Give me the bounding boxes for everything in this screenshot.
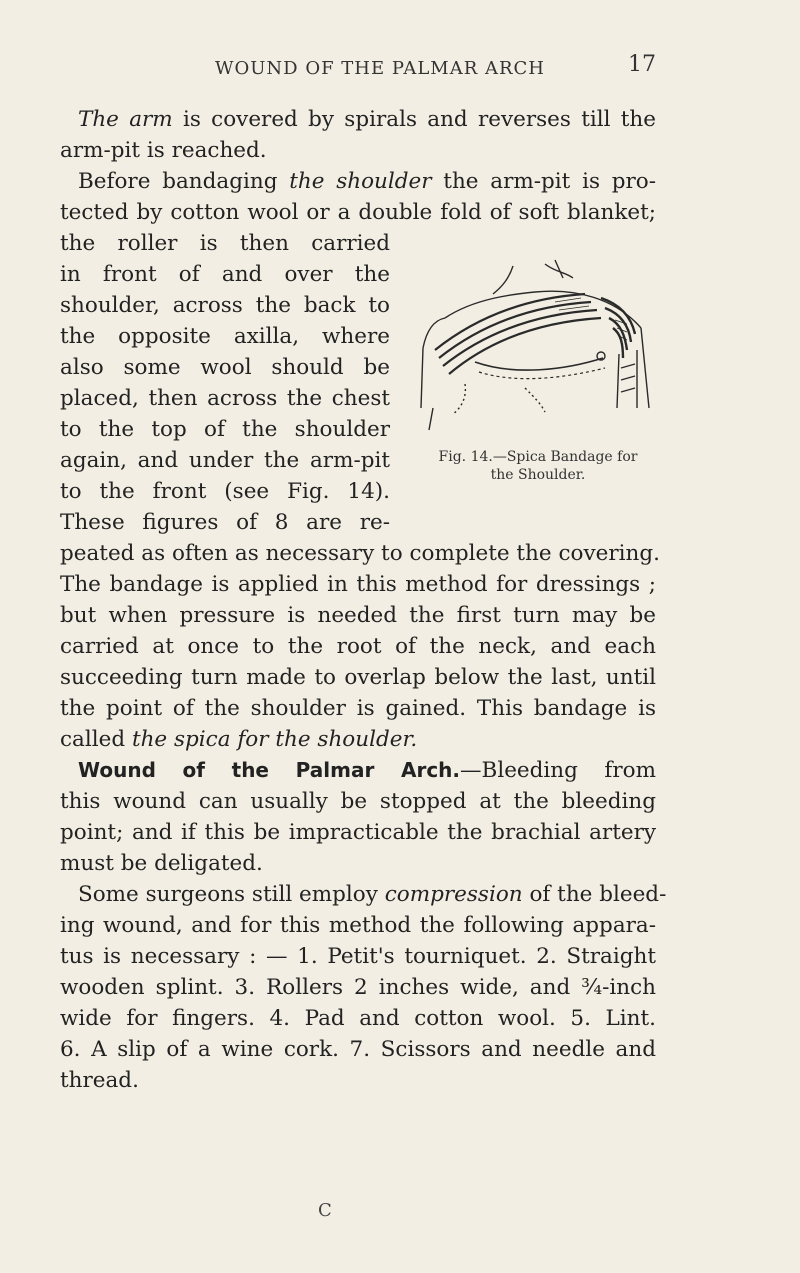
text-line: tus is necessary : — 1. Petit's tourniquet. 2. Straight [60,944,656,969]
page-number: 17 [628,52,656,77]
text-line: point; and if this be impracticable the brachial artery [60,820,656,845]
text-line: shoulder, across the back to [60,293,390,318]
text-line: Wound of the Palmar Arch.—Bleeding from [78,758,656,783]
text-line: The arm is covered by spirals and reverses till the [78,107,656,132]
text-line: wooden splint. 3. Rollers 2 inches wide, and ¾-inch [60,975,656,1000]
text-line: in front of and over the [60,262,390,287]
text-line: Before bandaging the shoulder the arm-pit is pro- [78,169,657,194]
text-line: These figures of 8 are re- [60,510,390,535]
text-line: also some wool should be [60,355,390,380]
text-line: the opposite axilla, where [60,324,390,349]
text-line: the roller is then carried [60,231,390,256]
text-line: carried at once to the root of the neck, and each [60,634,656,659]
text-line: ing wound, and for this method the following appara- [60,913,656,938]
text-line: but when pressure is needed the first turn may be [60,603,656,628]
text-line: tected by cotton wool or a double fold of soft blanket; [60,200,656,225]
text-line: this wound can usually be stopped at the bleeding [60,789,656,814]
text-line: called the spica for the shoulder. [60,727,418,752]
text-line: again, and under the arm-pit [60,448,390,473]
body-text [60,104,667,1096]
text-line: thread. [60,1068,139,1093]
text-line: the point of the shoulder is gained. This bandage is [60,696,656,721]
figure-caption: Fig. 14.—Spica Bandage for the Shoulder. [438,449,638,483]
text-line: must be deligated. [60,851,263,876]
shoulder-spica-bandage-illustration [405,258,655,438]
text-line: Some surgeons still employ compression of the bleed- [78,882,667,907]
text-line: succeeding turn made to overlap below the last, until [60,665,656,690]
signature-mark: C [318,1200,332,1221]
text-line: The bandage is applied in this method for dressings ; [60,572,656,597]
text-line: arm-pit is reached. [60,138,267,163]
text-line: wide for fingers. 4. Pad and cotton wool. 5. Lint. [60,1006,656,1031]
figure-14 [405,258,655,484]
text-line: to the top of the shoulder [60,417,390,442]
section-heading: Wound of the Palmar Arch. [78,758,461,782]
text-line: peated as often as necessary to complete the covering. [60,541,660,566]
text-line: to the front (see Fig. 14). [60,479,390,504]
text-line: 6. A slip of a wine cork. 7. Scissors and needle and [60,1037,656,1062]
text-line: placed, then across the chest [60,386,390,411]
running-title: WOUND OF THE PALMAR ARCH [215,58,545,79]
